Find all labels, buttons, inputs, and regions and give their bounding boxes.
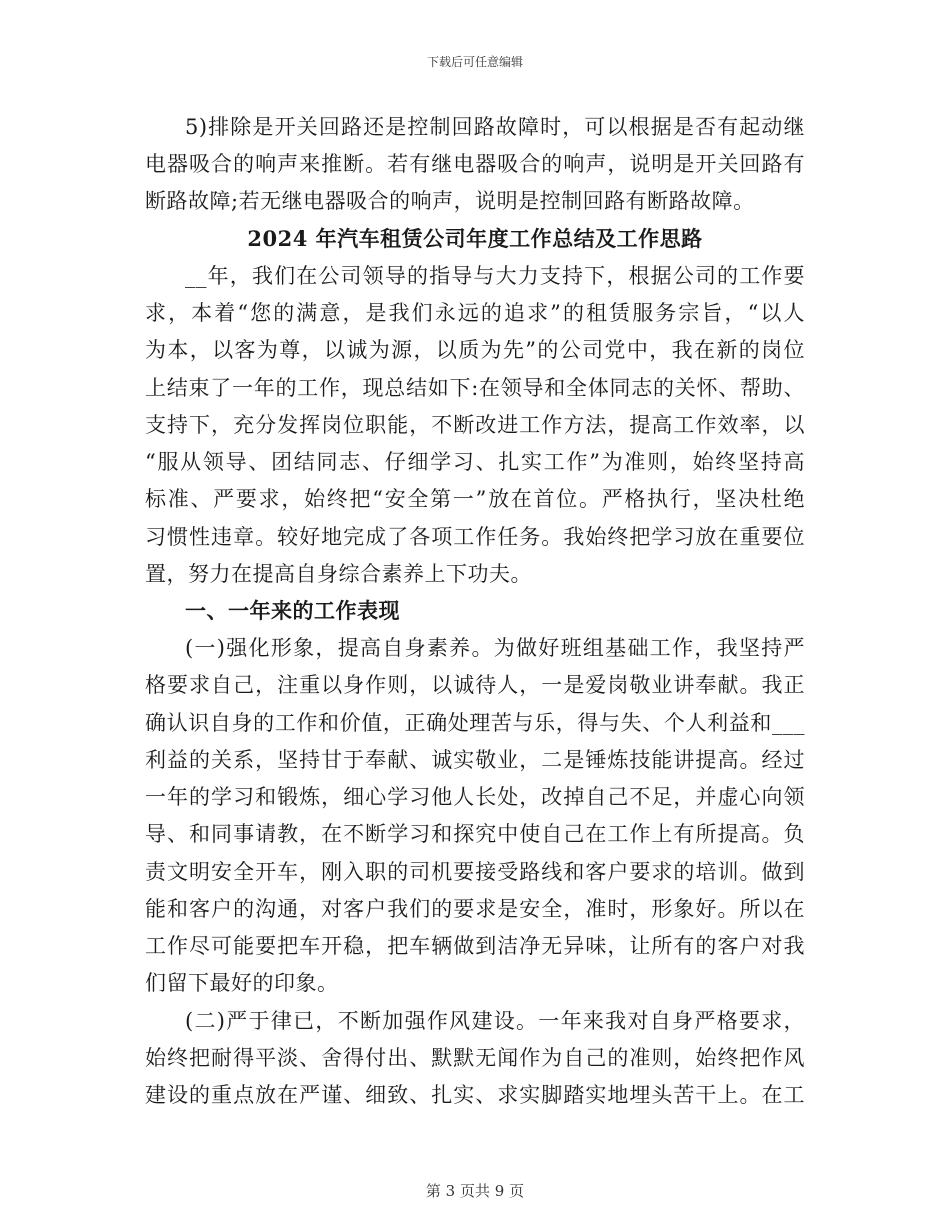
text-line: 责文明安全开车，刚入职的司机要接受路线和客户要求的培训。做到 xyxy=(145,860,805,884)
text-line: “服从领导、团结同志、仔细学习、扎实工作”为准则，始终坚持高 xyxy=(145,450,805,474)
text-line: (二)严于律已，不断加强作风建设。一年来我对自身严格要求， xyxy=(185,1009,805,1033)
text-line: 始终把耐得平淡、舍得付出、默默无闻作为自己的准则，始终把作风 xyxy=(145,1046,805,1070)
text-line: 求，本着“您的满意，是我们永远的追求”的租赁服务宗旨，“以人 xyxy=(145,301,805,325)
section-heading: 一、一年来的工作表现 xyxy=(185,598,400,623)
text-line: __年，我们在公司领导的指导与大力支持下，根据公司的工作要 xyxy=(185,264,805,288)
text-line: 支持下，充分发挥岗位职能，不断改进工作方法，提高工作效率，以 xyxy=(145,413,805,437)
text-line: 一年的学习和锻炼，细心学习他人长处，改掉自己不足，并虚心向领 xyxy=(145,785,805,809)
text-line: 习惯性违章。较好地完成了各项工作任务。我始终把学习放在重要位 xyxy=(145,525,805,549)
text-line: 工作尽可能要把车开稳，把车辆做到洁净无异味，让所有的客户对我 xyxy=(145,934,805,958)
document-title: 2024 年汽车租赁公司年度工作总结及工作思路 xyxy=(247,226,703,251)
text-line: 5)排除是开关回路还是控制回路故障时，可以根据是否有起动继 xyxy=(185,115,805,139)
page-footer: 第 3 页共 9 页 xyxy=(425,1182,525,1200)
page-header: 下载后可任意编辑 xyxy=(426,55,523,69)
text-line: 标准、严要求，始终把“安全第一”放在首位。严格执行，坚决杜绝 xyxy=(145,487,805,511)
text-line: 断路故障;若无继电器吸合的响声，说明是控制回路有断路故障。 xyxy=(145,189,755,213)
text-line: 置，努力在提高自身综合素养上下功夫。 xyxy=(145,562,532,586)
text-line: 们留下最好的印象。 xyxy=(145,971,339,995)
text-line: 建设的重点放在严谨、细致、扎实、求实脚踏实地埋头苦干上。在工 xyxy=(145,1083,805,1107)
text-line: 为本，以客为尊，以诚为源，以质为先”的公司党中，我在新的岗位 xyxy=(145,338,805,362)
text-line: 格要求自己，注重以身作则，以诚待人，一是爱岗敬业讲奉献。我正 xyxy=(145,673,805,697)
text-line: 电器吸合的响声来推断。若有继电器吸合的响声，说明是开关回路有 xyxy=(145,152,805,176)
text-line: (一)强化形象，提高自身素养。为做好班组基础工作，我坚持严 xyxy=(185,636,805,660)
text-line: 能和客户的沟通，对客户我们的要求是安全，准时，形象好。所以在 xyxy=(145,897,805,921)
text-line: 确认识自身的工作和价值，正确处理苦与乐，得与失、个人利益和___ xyxy=(145,711,805,735)
text-line: 上结束了一年的工作，现总结如下:在领导和全体同志的关怀、帮助、 xyxy=(145,376,805,400)
text-line: 利益的关系，坚持甘于奉献、诚实敬业，二是锤炼技能讲提高。经过 xyxy=(145,748,805,772)
text-line: 导、和同事请教，在不断学习和探究中使自己在工作上有所提高。负 xyxy=(145,822,805,846)
